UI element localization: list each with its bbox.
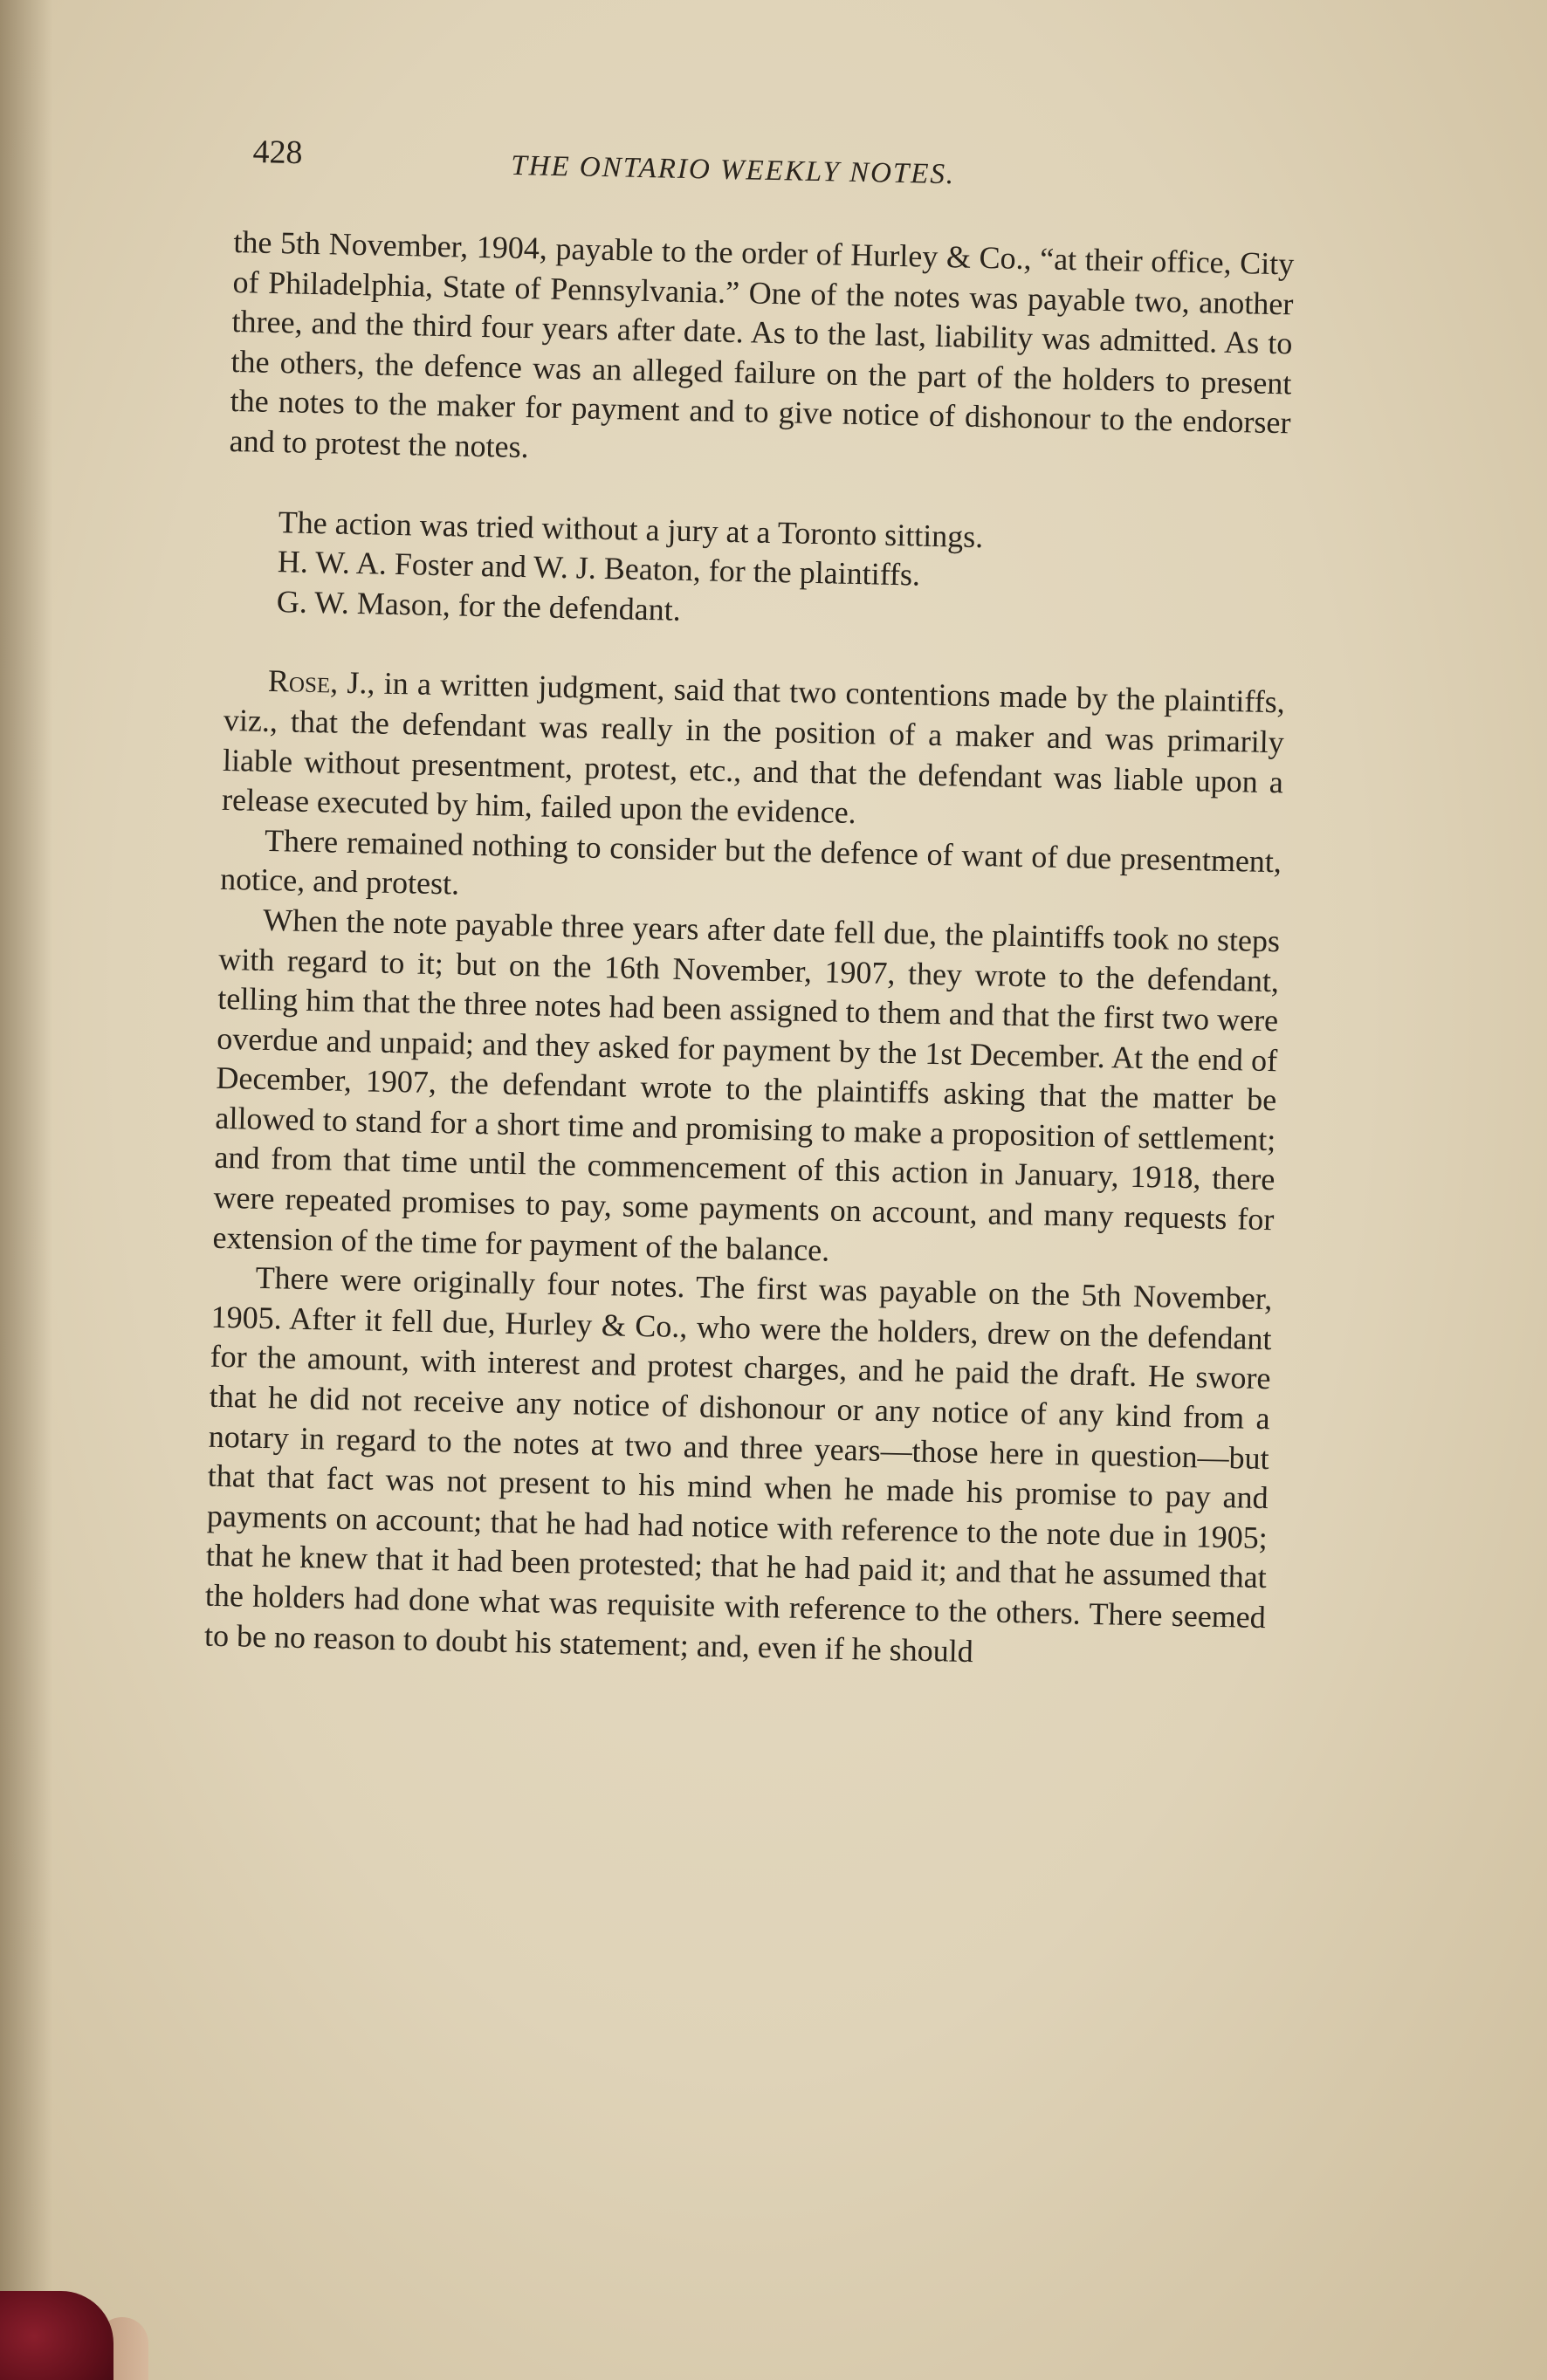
running-head: THE ONTARIO WEEKLY NOTES.	[510, 149, 956, 191]
counsel-defendant: G. W. Mason, for the defendant.	[276, 583, 682, 628]
paragraph-facts: When the note payable three years after date fell due, the plaintiffs took no steps with regard to it; but on the 16th November, 1907, they wrote to the defendant, telling him that the three notes had been assigned to them and that the first two were overdue and unpaid; and they asked for payment by the 1st December. At the end of December, 1907, the defendant wrote to the plaintiffs asking that the matter be allowed to stand for a short time and promising to make a proposition of settlement; and from that time until the commencement of this action in January, 1918, there were repeated promises to pay, some payments on account, and many requests for extension of the time for payment of the balance.	[212, 902, 1281, 1268]
paragraph-judgment	[222, 661, 1286, 842]
judgment-text: , in a written judgment, said that two contentions made by the plaintiffs, viz., that the defendant was really in the position of a maker and was primarily liable without presentment, protest, etc., and that the defendant was liable upon a release executed by him, failed upon the evidence.	[221, 665, 1286, 831]
page-header	[252, 133, 1327, 216]
page-number: 428	[252, 133, 303, 172]
counsel-plaintiffs: H. W. A. Foster and W. J. Beaton, for the plaintiffs.	[277, 544, 921, 593]
judge-name: Rose, J.	[267, 663, 368, 701]
paragraph-notes: There were originally four notes. The first was payable on the 5th November, 1905. After it fell due, Hurley & Co., who were the holders, drew on the defendant for the amount, with interest and protest charges, and he paid the draft. He swore that he did not receive any notice of dishonour or any notice of any kind from a notary in regard to the notes at two and three years—those here in question—but that that fact was not present to his mind when he made his promise to pay and payments on account; that he had had notice with reference to the note due in 1905; that he knew that it had been protested; that he had paid it; and that he assumed that the holders had done what was requisite with reference to the others. There seemed to be no reason to doubt his statement; and, even if he should	[203, 1260, 1273, 1669]
body-text	[204, 223, 1295, 1677]
binding-shadow	[0, 0, 52, 2380]
thumb-nail	[0, 2291, 113, 2380]
paragraph-continued: the 5th November, 1904, payable to the order of Hurley & Co., “at their office, City of Philadelphia, State of Pennsylvania.” One of the notes was payable two, another three, and the third four years after date. As to the last, liability was admitted. As to the others, the defence was an alleged failure on the part of the holders to present the notes to the maker for payment and to give notice of dishonour to the endorser and to protest the notes.	[229, 223, 1295, 465]
paragraph-defence: There remained nothing to consider but the defence of want of due presentment, notice, and protest.	[219, 822, 1282, 902]
trial-note: The action was tried without a jury at a Toronto sittings.	[278, 504, 984, 554]
